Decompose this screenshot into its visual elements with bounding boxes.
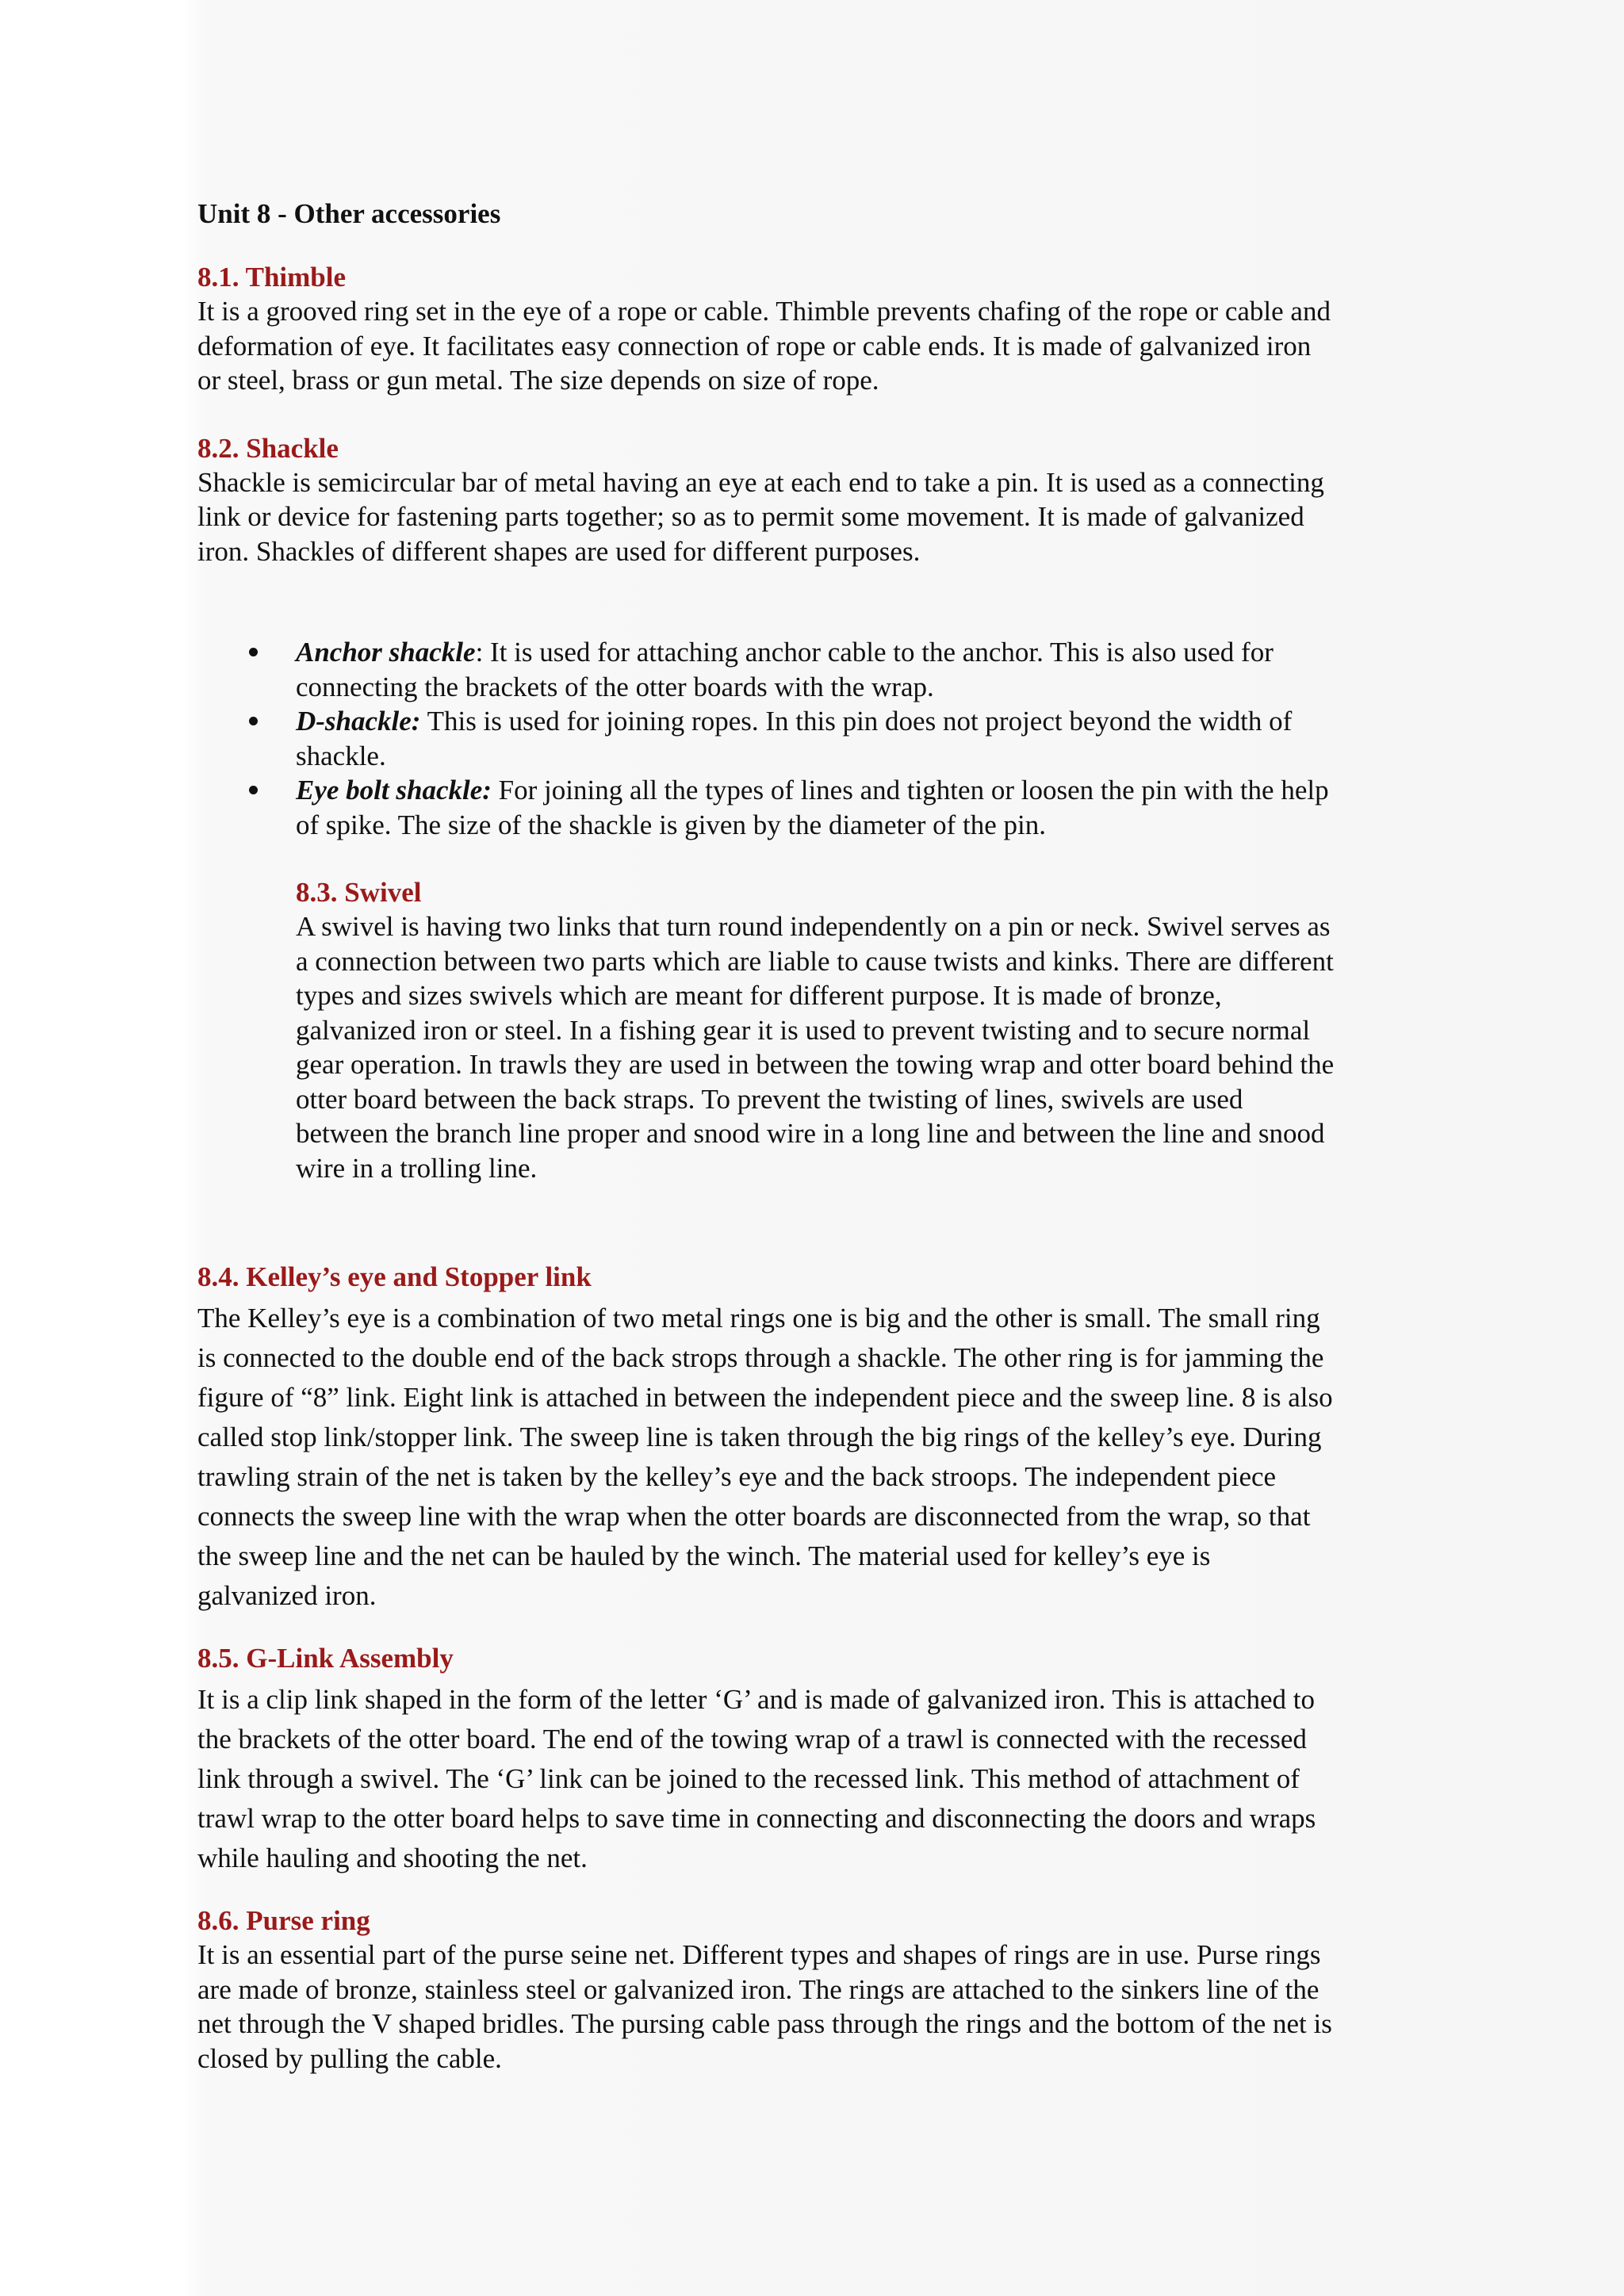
section-shackle	[197, 431, 1434, 569]
text-line: closed by pulling the cable.	[197, 2042, 502, 2074]
section-heading-swivel: 8.3. Swivel	[296, 877, 422, 908]
section-swivel	[296, 875, 1434, 1185]
text-line: net through the V shaped bridles. The pursing cable pass through the rings and the bottom of the net is	[197, 2008, 1332, 2039]
text-line: while hauling and shooting the net.	[197, 1843, 588, 1873]
text-line	[296, 704, 1434, 739]
bullet-icon	[249, 786, 258, 794]
text-line: a connection between two parts which are liable to cause twists and kinks. There are different	[296, 945, 1334, 977]
text-line: The Kelley’s eye is a combination of two metal rings one is big and the other is small. The small ring	[197, 1303, 1320, 1334]
text-line: wire in a trolling line.	[296, 1152, 538, 1184]
text-line: the brackets of the otter board. The end of the towing wrap of a trawl is connected with the recessed	[197, 1724, 1307, 1755]
section-body-thimble	[197, 294, 1434, 398]
text-line: gear operation. In trawls they are used in between the towing wrap and otter board behind the	[296, 1049, 1335, 1080]
section-body-kelleys-eye	[197, 1299, 1434, 1616]
section-heading-purse-ring: 8.6. Purse ring	[197, 1905, 370, 1936]
text-line: Shackle is semicircular bar of metal having an eye at each end to take a pin. It is used as a connecting	[197, 466, 1324, 498]
section-purse-ring	[197, 1904, 1434, 2076]
text-line: the sweep line and the net can be hauled by the winch. The material used for kelley’s eye is	[197, 1540, 1211, 1571]
text-line: galvanized iron or steel. In a fishing gear it is used to prevent twisting and to secure normal	[296, 1014, 1311, 1046]
text-line: link through a swivel. The ‘G’ link can be joined to the recessed link. This method of attachment of	[197, 1763, 1300, 1794]
text-line: of spike. The size of the shackle is given by the diameter of the pin.	[296, 809, 1047, 840]
text-line: trawl wrap to the otter board helps to save time in connecting and disconnecting the doors and wraps	[197, 1803, 1316, 1834]
text-line: connects the sweep line with the wrap when the otter boards are disconnected from the wrap, so that	[197, 1501, 1311, 1532]
text-line: connecting the brackets of the otter boards with the wrap.	[296, 671, 934, 702]
text-line: otter board between the back straps. To prevent the twisting of lines, swivels are used	[296, 1083, 1243, 1115]
text-line: trawling strain of the net is taken by the kelley’s eye and the back stroops. The independent piece	[197, 1461, 1277, 1492]
text-line: types and sizes swivels which are meant for different purpose. It is made of bronze,	[296, 980, 1222, 1011]
list-item	[197, 704, 1434, 773]
text-line: A swivel is having two links that turn round independently on a pin or neck. Swivel serves as	[296, 911, 1331, 942]
text-line	[296, 773, 1434, 808]
section-body-swivel	[296, 909, 1434, 1185]
term-label: D-shackle:	[296, 706, 421, 737]
section-heading-kelleys-eye: 8.4. Kelley’s eye and Stopper link	[197, 1261, 592, 1292]
term-label: Anchor shackle	[296, 637, 476, 668]
text-line: figure of “8” link. Eight link is attached in between the independent piece and the sweep line. 8 is also	[197, 1382, 1333, 1413]
term-text: : It is used for attaching anchor cable to the anchor. This is also used for	[475, 637, 1274, 668]
text-line: are made of bronze, stainless steel or galvanized iron. The rings are attached to the sinkers line of the	[197, 1973, 1320, 2005]
document-body	[197, 193, 1434, 2109]
text-line: It is an essential part of the purse seine net. Different types and shapes of rings are in use. Purse rings	[197, 1939, 1321, 1970]
term-text: This is used for joining ropes. In this pin does not project beyond the width of	[420, 706, 1293, 737]
text-line: or steel, brass or gun metal. The size depends on size of rope.	[197, 365, 879, 396]
section-heading-shackle: 8.2. Shackle	[197, 432, 339, 464]
section-body-g-link	[197, 1680, 1434, 1878]
shackle-types-list	[197, 635, 1434, 842]
section-body-purse-ring	[197, 1938, 1434, 2076]
section-g-link	[197, 1641, 1434, 1878]
text-line	[296, 635, 1434, 670]
text-line: link or device for fastening parts together; so as to permit some movement. It is made of galvanized	[197, 501, 1304, 532]
section-body-shackle	[197, 465, 1434, 569]
text-line: galvanized iron.	[197, 1580, 377, 1611]
text-line: iron. Shackles of different shapes are used for different purposes.	[197, 535, 921, 567]
section-heading-thimble: 8.1. Thimble	[197, 262, 347, 293]
text-line: called stop link/stopper link. The sweep line is taken through the big rings of the kelley’s eye. During	[197, 1422, 1322, 1452]
section-thimble	[197, 260, 1434, 398]
text-line: shackle.	[296, 740, 386, 771]
term-label: Eye bolt shackle:	[296, 775, 492, 806]
term-text: For joining all the types of lines and tighten or loosen the pin with the help	[491, 775, 1329, 806]
list-item	[197, 635, 1434, 704]
list-item	[197, 773, 1434, 842]
text-line: between the branch line proper and snood wire in a long line and between the line and snood	[296, 1118, 1325, 1149]
section-heading-g-link: 8.5. G-Link Assembly	[197, 1643, 454, 1674]
text-line: is connected to the double end of the back strops through a shackle. The other ring is for jamming the	[197, 1342, 1324, 1373]
text-line: deformation of eye. It facilitates easy connection of rope or cable ends. It is made of galvanized iron	[197, 330, 1312, 362]
section-kelleys-eye	[197, 1260, 1434, 1616]
text-line: It is a clip link shaped in the form of the letter ‘G’ and is made of galvanized iron. This is attached to	[197, 1684, 1315, 1715]
document-title: Unit 8 - Other accessories	[197, 198, 501, 229]
bullet-icon	[249, 717, 258, 725]
text-line: It is a grooved ring set in the eye of a rope or cable. Thimble prevents chafing of the rope or cable and	[197, 296, 1331, 327]
bullet-icon	[249, 648, 258, 656]
